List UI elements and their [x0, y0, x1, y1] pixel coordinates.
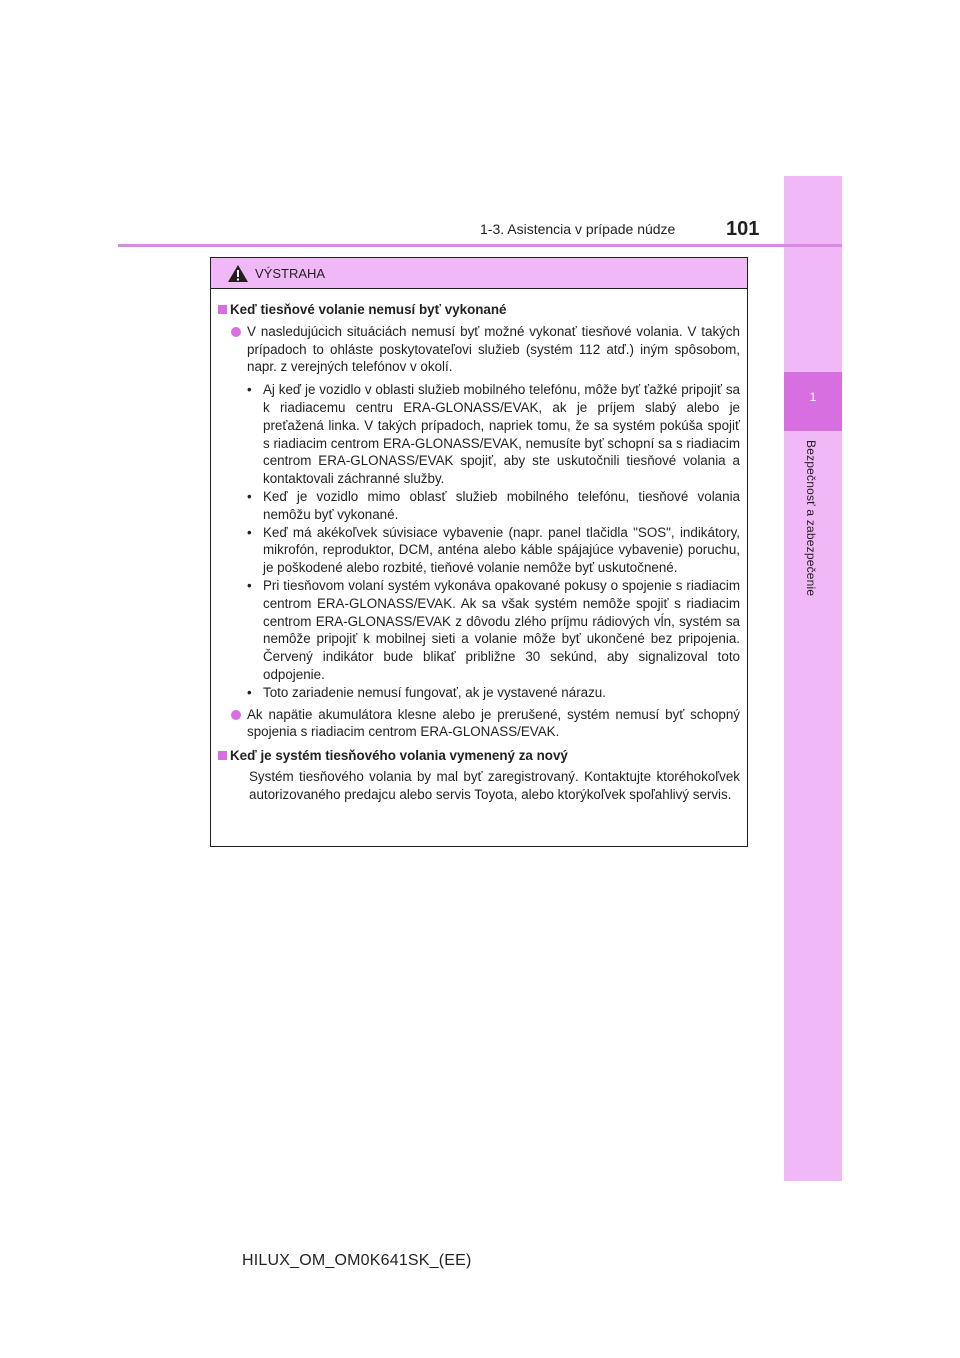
sub-list-item: • Aj keď je vozidlo v oblasti služieb mobilného telefónu, môže byť ťažké pripojiť sa k riadiacemu centru ERA-GLONASS/EVAK, ak je príjem slabý alebo je preťažená linka. V takých prípadoch, napriek tomu, že sa systém pokúša spojiť s riadiacim centrom ERA-GLONASS/EVAK, nemusíte byť schopní sa s riadiacim centrom ERA-GLONASS/EVAK spojiť, aby ste uskutočnili tiesňové volania a kontaktovali záchranné služby.	[247, 382, 740, 487]
section-heading-text: Keď je systém tiesňového volania vymenený za nový	[230, 748, 568, 764]
list-item	[218, 323, 740, 376]
document-code: HILUX_OM_OM0K641SK_(EE)	[242, 1252, 472, 1269]
warning-box	[210, 257, 748, 847]
list-item-text: Ak napätie akumulátora klesne alebo je prerušené, systém nemusí byť schopný spojenia s riadiacim centrom ERA-GLONASS/EVAK.	[247, 706, 740, 740]
sub-list-item-text: Keď je vozidlo mimo oblasť služieb mobilného telefónu, tiesňové volania nemôžu byť vykonané.	[263, 488, 740, 522]
warning-label: VÝSTRAHA	[255, 265, 326, 281]
sub-list-item: • Toto zariadenie nemusí fungovať, ak je vystavené nárazu.	[245, 684, 740, 702]
header-divider	[118, 244, 842, 247]
section-heading-text: Keď tiesňové volanie nemusí byť vykonané	[230, 302, 507, 317]
sub-list-item-text: Pri tiesňovom volaní systém vykonáva opakované pokusy o spojenie s riadiacim centrom ERA-GLONASS/EVAK. Ak sa však systém nemôže spojiť s riadiacim centrom ERA-GLONASS/EVAK z dôvodu zlého príjmu rádiových vĺn, systém sa nemôže pripojiť k mobilnej sieti a volanie môže byť ukončené bez pripojenia. Červený indikátor bude blikať približne 30 sekúnd, aby signalizoval toto odpojenie.	[263, 577, 740, 682]
sub-list-item-text: Keď má akékoľvek súvisiace vybavenie (napr. panel tlačidla "SOS", indikátory, mikrofón, reproduktor, DCM, anténa alebo káble spájajúce vybavenie) poruchu, je poškodené alebo rozbité, tieňové volanie nemôže byť uskutočnené.	[263, 524, 740, 576]
section-heading	[218, 747, 740, 765]
section-title: 1-3. Asistencia v prípade núdze	[480, 221, 676, 237]
list-item-text: V nasledujúcich situáciách nemusí byť možné vykonať tiesňové volania. V takých prípadoch to ohláste poskytovateľovi služieb (systém 112 atď.) iným spôsobom, napr. z verejných telefónov v okolí.	[247, 323, 740, 375]
page-number: 101	[726, 218, 760, 240]
square-bullet-icon	[218, 751, 227, 760]
chapter-title: Bezpečnosť a zabezpečenie	[804, 440, 818, 597]
sub-list-item-text: Toto zariadenie nemusí fungovať, ak je vystavené nárazu.	[263, 684, 606, 700]
circle-bullet-icon	[231, 327, 241, 337]
warning-triangle-icon	[227, 264, 249, 283]
chapter-side-tab	[784, 176, 842, 1181]
square-bullet-icon	[218, 305, 227, 314]
circle-bullet-icon	[231, 710, 241, 720]
section-heading	[218, 301, 740, 319]
warning-header	[211, 258, 747, 289]
sub-list-item: • Keď je vozidlo mimo oblasť služieb mobilného telefónu, tiesňové volania nemôžu byť vykonané.	[247, 488, 740, 522]
section-paragraph: Systém tiesňového volania by mal byť zaregistrovaný. Kontaktujte ktoréhokoľvek autorizovaného predajcu alebo servis Toyota, alebo ktorýkoľvek spoľahlivý servis.	[249, 768, 740, 802]
chapter-number: 1	[809, 390, 817, 404]
list-item	[218, 706, 740, 742]
sub-list	[245, 381, 740, 701]
sub-list-item: • Keď má akékoľvek súvisiace vybavenie (napr. panel tlačidla "SOS", indikátory, mikrofón, reproduktor, DCM, anténa alebo káble spájajúce vybavenie) poruchu, je poškodené alebo rozbité, tieňové volanie nemôže byť uskutočnené.	[247, 524, 740, 576]
sub-list-item-text: Aj keď je vozidlo v oblasti služieb mobilného telefónu, môže byť ťažké pripojiť sa k riadiacemu centru ERA-GLONASS/EVAK, ak je príjem slabý alebo je preťažená linka. V takých prípadoch, napriek tomu, že sa systém pokúša spojiť s riadiacim centrom ERA-GLONASS/EVAK, nemusíte byť schopní sa s riadiacim centrom ERA-GLONASS/EVAK spojiť, aby ste uskutočnili tiesňové volania a kontaktovali záchranné služby.	[263, 382, 740, 487]
sub-list-item: • Pri tiesňovom volaní systém vykonáva opakované pokusy o spojenie s riadiacim centrom ERA-GLONASS/EVAK. Ak sa však systém nemôže spojiť s riadiacim centrom ERA-GLONASS/EVAK z dôvodu zlého príjmu rádiových vĺn, systém sa nemôže pripojiť k mobilnej sieti a volanie môže byť ukončené bez pripojenia. Červený indikátor bude blikať približne 30 sekúnd, aby signalizoval toto odpojenie.	[247, 577, 740, 682]
warning-body	[211, 289, 747, 804]
